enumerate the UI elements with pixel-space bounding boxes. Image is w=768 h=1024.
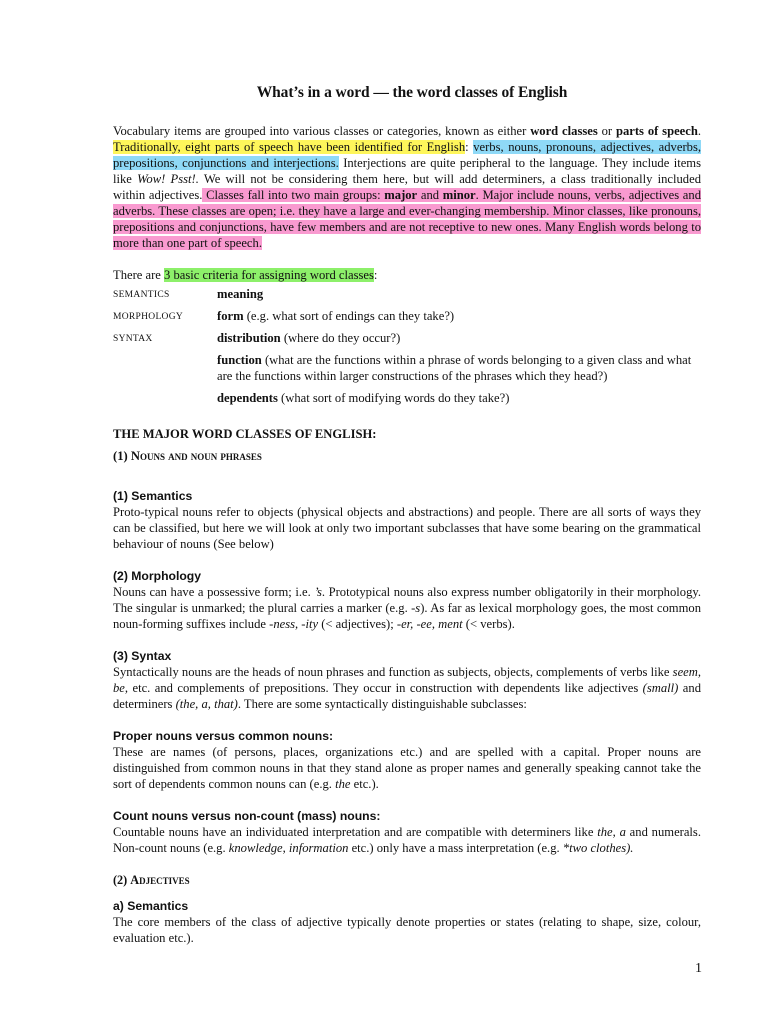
criteria-row: dependents (what sort of modifying words do they take?) xyxy=(113,390,701,412)
morphology-section xyxy=(113,568,701,632)
proper-nouns-section xyxy=(113,728,701,792)
adjective-semantics-heading: a) Semantics xyxy=(113,899,189,913)
proper-nouns-text: These are names (of persons, places, organizations etc.) and are spelled with a capital. Proper nouns are distinguished from common nouns in that they stand alone as proper names and generally speaking cannot take the sort of dependents common nouns can (e.g. the etc.). xyxy=(113,745,701,791)
section-heading-nouns: (1) Nouns and noun phrases xyxy=(113,449,262,463)
morphology-text: Nouns can have a possessive form; i.e. ’s. Prototypical nouns also express number obligatorily in their morphology. The singular is unmarked; the plural carries a marker (e.g. -s). As far as lexical morphology goes, the most common noun-forming suffixes include -ness, -ity (< adjectives); -er, -ee, ment (< verbs). xyxy=(113,585,701,631)
criteria-label: SEMANTICS xyxy=(113,290,170,300)
highlight-pink: Classes fall into two main groups: major and minor. Major include nouns, verbs, adjectives and adverbs. These classes are open; i.e. they have a large and ever-changing membership. Minor classes, like pronouns, prepositions and conjunctions, have few members and are not receptive to new ones. Many English words belong to more than one part of speech. xyxy=(113,188,701,250)
semantics-section xyxy=(113,488,701,552)
highlight-blue: verbs, nouns, pronouns, adjectives, adverbs, prepositions, conjunctions and interjections. xyxy=(113,140,701,170)
syntax-heading: (3) Syntax xyxy=(113,649,172,663)
morphology-heading: (2) Morphology xyxy=(113,569,202,583)
document-title: What’s in a word — the word classes of English xyxy=(256,84,568,101)
adjective-semantics-text: The core members of the class of adjective typically denote properties or states (relating to shape, size, colour, evaluation etc.). xyxy=(113,915,701,945)
criteria-row: function (what are the functions within a phrase of words belonging to a given class and what are the functions within larger constructions of the phrases which they head?) xyxy=(113,352,701,390)
page-number: 1 xyxy=(695,961,702,976)
syntax-text: Syntactically nouns are the heads of noun phrases and function as subjects, objects, complements of verbs like seem, be, etc. and complements of prepositions. They occur in construction with dependents like adjectives (small) and determiners (the, a, that). There are some syntactically distinguishable subclasses: xyxy=(113,665,701,711)
criteria-list xyxy=(113,286,701,412)
count-nouns-heading: Count nouns versus non-count (mass) nouns: xyxy=(113,809,381,823)
criteria-lead: There are 3 basic criteria for assigning word classes: xyxy=(113,268,378,282)
criteria-label: SYNTAX xyxy=(113,334,153,344)
criteria-row: SYNTAX distribution (where do they occur?) xyxy=(113,330,701,352)
criteria-label xyxy=(113,352,217,390)
highlight-yellow: Traditionally, eight parts of speech have been identified for English xyxy=(113,140,466,154)
semantics-text: Proto-typical nouns refer to objects (physical objects and abstractions) and people. There are all sorts of ways they can be classified, but here we will look at only two important subclasses that have some bearing on the grammatical behaviour of nouns (See below) xyxy=(113,505,701,551)
criteria-row: MORPHOLOGY form (e.g. what sort of endings can they take?) xyxy=(113,308,701,330)
intro-paragraph: Vocabulary items are grouped into various classes or categories, known as either word classes or parts of speech. Traditionally, eight parts of speech have been identified for English: verbs, nouns, pronouns, adjectives, adverbs, prepositions, conjunctions and interjections. Interjections are quite peripheral to the language. They include items like Wow! Psst!. We will not be considering them here, but will add determiners, a class traditionally included within adjectives. Classes fall into two main groups: major and minor. Major include nouns, verbs, adjectives and adverbs. These classes are open; i.e. they have a large and ever-changing membership. Minor classes, like pronouns, prepositions and conjunctions, have few members and are not receptive to new ones. Many English words belong to more than one part of speech. xyxy=(113,124,702,250)
adjective-semantics-section xyxy=(113,898,701,946)
count-nouns-text: Countable nouns have an individuated interpretation and are compatible with determiners like the, a and numerals. Non-count nouns (e.g. knowledge, information etc.) only have a mass interpretation (e.g. *two clothes). xyxy=(113,825,701,855)
document-page xyxy=(113,80,701,946)
syntax-section xyxy=(113,648,701,712)
criteria-label: MORPHOLOGY xyxy=(113,312,184,322)
section-heading-adjectives: (2) Adjectives xyxy=(113,873,190,887)
section-heading-major: THE MAJOR WORD CLASSES OF ENGLISH: xyxy=(113,427,377,441)
proper-nouns-heading: Proper nouns versus common nouns: xyxy=(113,729,334,743)
count-nouns-section xyxy=(113,808,701,856)
highlight-green: 3 basic criteria for assigning word classes xyxy=(164,268,374,282)
criteria-row: SEMANTICS meaning xyxy=(113,286,701,308)
semantics-heading: (1) Semantics xyxy=(113,489,193,503)
criteria-label xyxy=(113,390,217,412)
